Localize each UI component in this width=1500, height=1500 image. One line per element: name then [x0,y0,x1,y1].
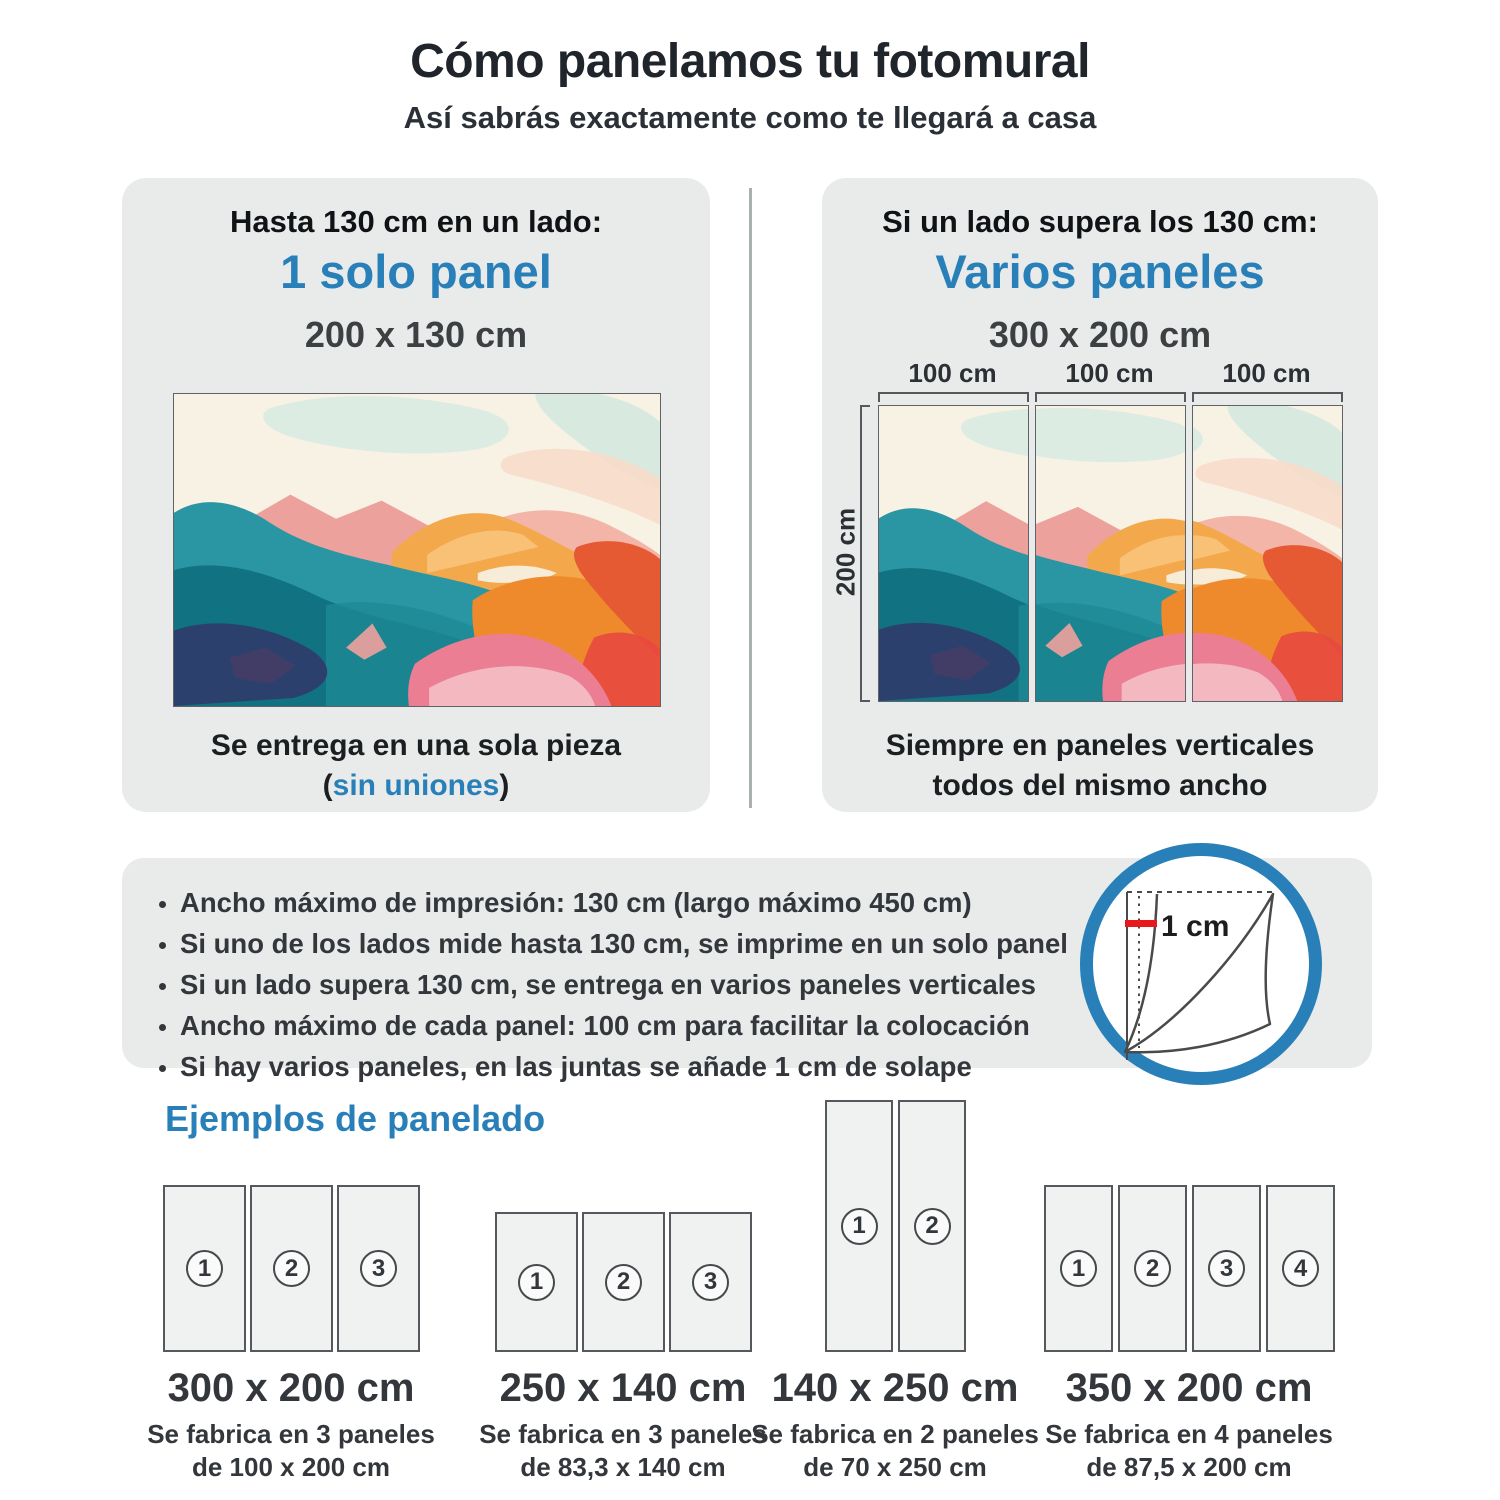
caption-line2: de 83,3 x 140 cm [520,1452,726,1482]
caption-line1: Se fabrica en 2 paneles [751,1419,1039,1449]
example-panel [1118,1185,1187,1352]
height-label: 200 cm [830,507,861,597]
panel-number-badge: 4 [1282,1250,1319,1287]
example-panel [898,1100,966,1352]
panel-number-badge: 2 [1134,1250,1171,1287]
rule-item: • Si uno de los lados mide hasta 130 cm, se imprime en un solo panel [180,923,1160,964]
multi-panel-headline: Varios paneles [935,245,1265,298]
single-panel-card [122,178,710,812]
example-panels-140x250 [825,1100,966,1352]
paren-close: ) [499,769,510,802]
example-panel [250,1185,333,1352]
caption-line1: Siempre en paneles verticales [885,729,1315,762]
mural-panel-slice-3 [1192,405,1343,702]
caption-line2: todos del mismo ancho [932,769,1268,802]
caption-line2: de 70 x 250 cm [803,1452,987,1482]
example-panel [1192,1185,1261,1352]
multi-panel-condition: Si un lado supera los 130 cm: [882,204,1318,239]
page-subtitle: Así sabrás exactamente como te llegará a casa [403,100,1097,135]
panel-number-badge: 2 [605,1264,642,1301]
example-panel [1044,1185,1113,1352]
example-caption-4 [1019,1418,1359,1484]
panel-number-badge: 2 [273,1250,310,1287]
width-bracket-3 [1192,392,1343,402]
width-bracket-2 [1035,392,1186,402]
single-panel-headline: 1 solo panel [280,245,552,298]
multi-panel-caption [822,726,1378,806]
caption-highlight: sin uniones [332,769,500,802]
panel-number-badge: 2 [914,1208,951,1245]
example-size-3: 140 x 250 cm [771,1366,1019,1410]
overlap-label: 1 cm [1161,910,1230,943]
mural-panel-slice-2 [1035,405,1186,702]
panel-number-badge: 1 [1060,1250,1097,1287]
card-divider [749,188,752,808]
width-bracket-1 [878,392,1029,402]
width-label-3: 100 cm [1222,358,1311,388]
watercolor-mural-art [174,394,660,706]
rule-item: • Si hay varios paneles, en las juntas se añade 1 cm de solape [180,1046,1160,1087]
width-label-1: 100 cm [908,358,997,388]
single-panel-size: 200 x 130 cm [304,314,528,355]
page-title: Cómo panelamos tu fotomural [410,35,1090,88]
example-size-1: 300 x 200 cm [167,1366,415,1410]
example-panel [1266,1185,1335,1352]
rule-item: • Si un lado supera 130 cm, se entrega en varios paneles verticales [180,964,1160,1005]
mural-slice-art-1 [879,406,1028,701]
example-panels-250x140 [495,1212,752,1352]
panel-number-badge: 1 [841,1208,878,1245]
mural-panel-slice-1 [878,405,1029,702]
panel-number-badge: 3 [360,1250,397,1287]
example-size-4: 350 x 200 cm [1065,1366,1313,1410]
example-caption-1 [121,1418,461,1484]
panel-number-badge: 1 [186,1250,223,1287]
caption-text: Se entrega en una sola pieza [210,729,622,762]
single-panel-caption [122,726,710,806]
paren-open: ( [322,769,333,802]
width-label-2: 100 cm [1065,358,1154,388]
mural-slice-art-3 [1193,406,1342,701]
one-cm-marker [1125,920,1157,927]
example-panel [669,1212,752,1352]
rules-list [122,858,1160,1087]
panel-number-badge: 3 [1208,1250,1245,1287]
multi-panel-card [822,178,1378,812]
example-size-2: 250 x 140 cm [499,1366,747,1410]
examples-heading: Ejemplos de panelado [165,1098,546,1139]
example-panel [163,1185,246,1352]
example-panels-350x200 [1044,1185,1335,1352]
multi-panel-size: 300 x 200 cm [988,314,1212,355]
example-panel [825,1100,893,1352]
example-panel [582,1212,665,1352]
panel-number-badge: 3 [692,1264,729,1301]
caption-line2: de 100 x 200 cm [191,1452,391,1482]
single-panel-condition: Hasta 130 cm en un lado: [229,204,603,239]
example-panel [337,1185,420,1352]
mural-preview-image [173,393,661,707]
caption-line1: Se fabrica en 3 paneles [479,1419,767,1449]
rule-item: • Ancho máximo de impresión: 130 cm (largo máximo 450 cm) [180,882,1160,923]
overlap-diagram-circle [1080,843,1322,1085]
panel-number-badge: 1 [518,1264,555,1301]
caption-line1: Se fabrica en 3 paneles [147,1419,435,1449]
rule-item: • Ancho máximo de cada panel: 100 cm para facilitar la colocación [180,1005,1160,1046]
height-bracket [860,405,870,702]
caption-line2: de 87,5 x 200 cm [1086,1452,1292,1482]
overlap-sheet-diagram [1093,856,1309,1072]
caption-line1: Se fabrica en 4 paneles [1045,1419,1333,1449]
example-caption-3 [725,1418,1065,1484]
mural-slice-art-2 [1036,406,1185,701]
example-panel [495,1212,578,1352]
example-panels-300x200 [163,1185,420,1352]
